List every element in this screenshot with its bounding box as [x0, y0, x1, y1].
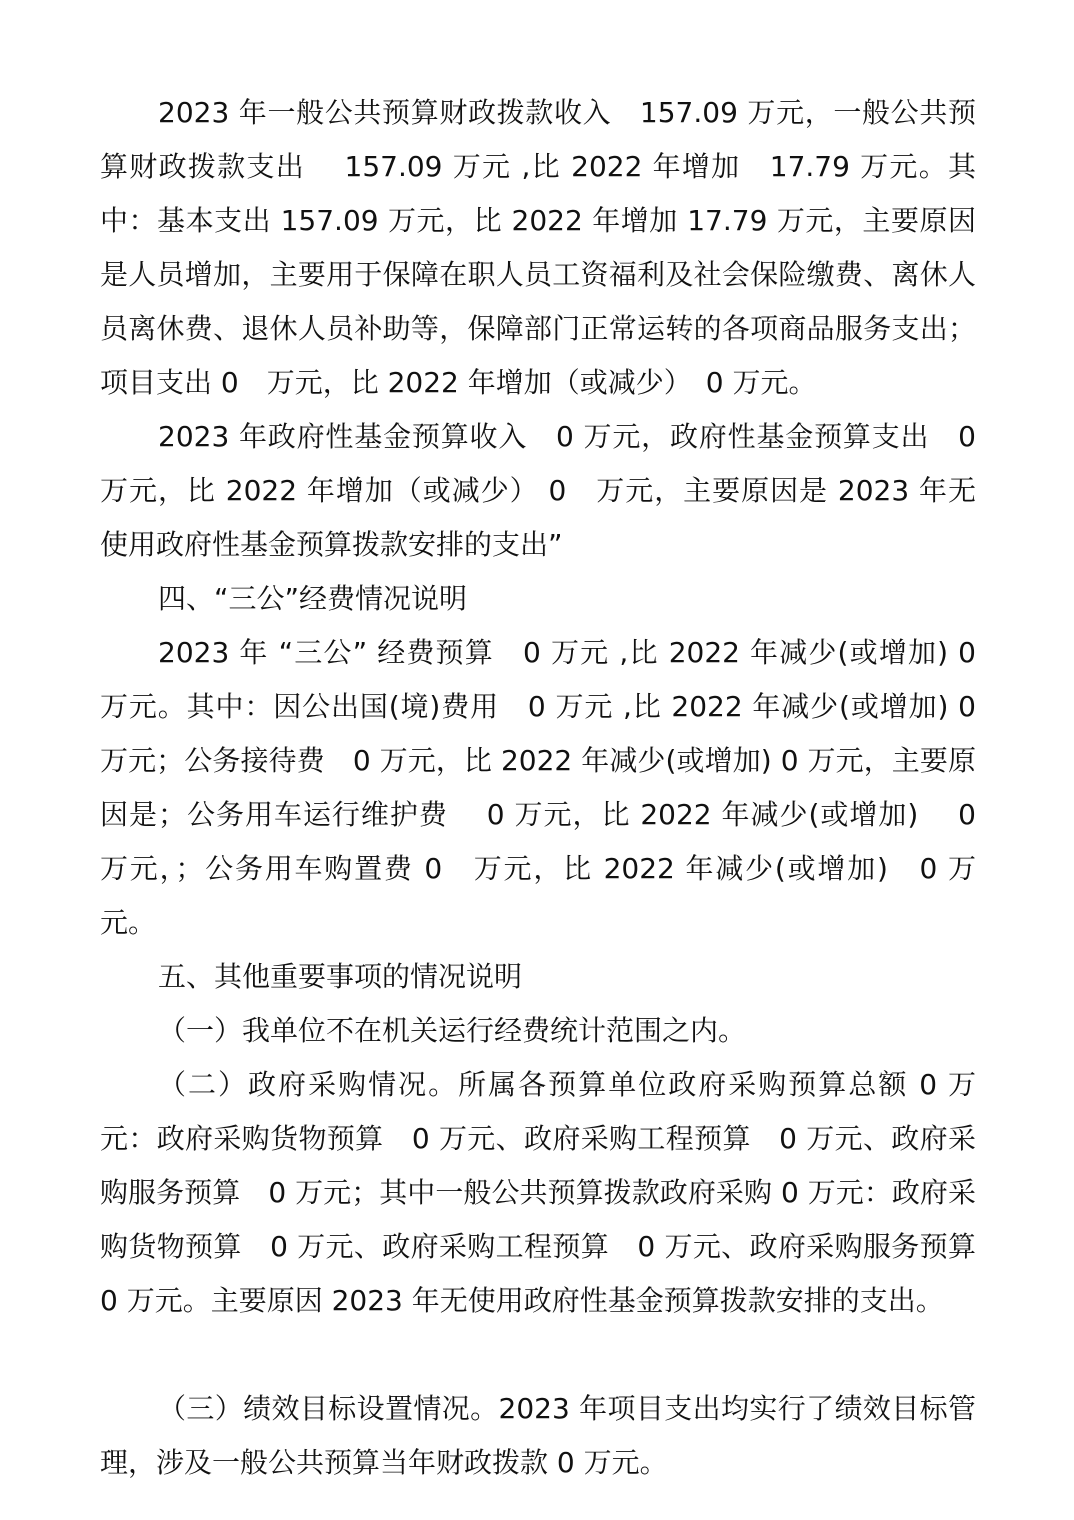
document-page [100, 86, 1005, 1490]
paragraph-government-fund: 2023 年政府性基金预算收入 0 万元，政府性基金预算支出 0 万元，比 2022 年增加（或减少） 0 万元，主要原因是 2023 年无使用政府性基金预算拨款安排的支出” [100, 420, 985, 561]
paragraph-three-public-expenses: 2023 年 “三公” 经费预算 0 万元 ,比 2022 年减少(或增加) 0 万元。其中：因公出国(境)费用 0 万元 ,比 2022 年减少(或增加) 0 万元；公务接待费 0 万元，比 2022 年减少(或增加) 0 万元，主要原因是；公务用车运行维护费 0 万元，比 2022 年减少(或增加) 0 万元，；公务用车购置费 0 万元，比 2022 年减少(或增加) 0 万元。 [100, 636, 985, 939]
paragraph-operating-expenses: （一）我单位不在机关运行经费统计范围之内。 [158, 1014, 747, 1047]
paragraph-general-budget: 2023 年一般公共预算财政拨款收入 157.09 万元，一般公共预算财政拨款支出 157.09 万元 ,比 2022 年增加 17.79 万元。其中：基本支出 157.09 万元，比 2022 年增加 17.79 万元，主要原因是人员增加，主要用于保障在职人员工资福利及社会保险缴费、离休人员离休费、退休人员补助等，保障部门正常运转的各项商品服务支出；项目支出 0 万元，比 2022 年增加（或减少） 0 万元。 [100, 96, 976, 399]
paragraph-performance-targets: （三）绩效目标设置情况。2023 年项目支出均实行了绩效目标管理，涉及一般公共预算当年财政拨款 0 万元。 [100, 1392, 976, 1479]
heading-three-public-expenses: 四、“三公”经费情况说明 [158, 582, 468, 615]
paragraph-government-procurement: （二）政府采购情况。所属各预算单位政府采购预算总额 0 万元：政府采购货物预算 0 万元、政府采购工程预算 0 万元、政府采购服务预算 0 万元；其中一般公共预算拨款政府采购 0 万元：政府采购货物预算 0 万元、政府采购工程预算 0 万元、政府采购服务预算 0 万元。主要原因 2023 年无使用政府性基金预算拨款安排的支出。 [100, 1068, 1005, 1317]
heading-other-matters: 五、其他重要事项的情况说明 [158, 960, 523, 993]
